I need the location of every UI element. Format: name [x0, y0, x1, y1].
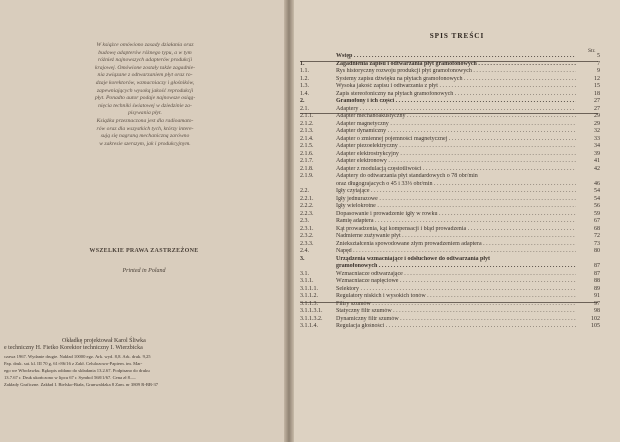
toc-entry-number: 1.3. — [300, 83, 309, 89]
printed-in-notice: Printed in Poland — [122, 268, 166, 274]
toc-entry — [300, 166, 600, 174]
toc-entry — [300, 158, 600, 166]
toc-entry — [300, 248, 600, 256]
toc-entry-number: 2.2. — [300, 188, 309, 194]
toc-entry-title: Adaptery . . . — [336, 106, 576, 114]
toc-entry — [300, 143, 600, 151]
toc-entry — [300, 68, 600, 76]
toc-entry-number: 3.1.1.1. — [300, 285, 318, 292]
toc-entry-number: 2.2.3. — [300, 210, 314, 217]
toc-entry-page: 5 — [597, 53, 600, 59]
toc-entry-number: 2.4. — [300, 248, 309, 254]
toc-entry-number: 1. — [300, 60, 305, 67]
toc-entry — [300, 181, 600, 189]
toc-entry — [300, 218, 600, 226]
toc-entry-number: 2.1.3. — [300, 128, 314, 134]
toc-entry-page: 89 — [594, 285, 600, 292]
printer-line: Zakłady Graficzne. Zakład I. Bielsko-Biała, Grunwaldzka 8 Zam. nr 3809 R-BB-37 — [4, 382, 159, 388]
toc-entry-title: Statyczny filtr szumów . . . — [336, 308, 576, 316]
toc-entry-page: 88 — [594, 278, 600, 284]
toc-entry-title: Selektory . . . — [336, 286, 576, 294]
toc-entry-title: Adapter elektrostrykcyjny . . . — [336, 151, 576, 159]
toc-entry-page: 87 — [594, 263, 600, 269]
toc-entry-title: Zagadnienia zapisu i odtwarzania płyt gramofonowych . . . — [336, 61, 576, 69]
toc-entry-title: Regulacja głośności . . . — [336, 323, 576, 331]
imprint-line: Pap. druk. sat. kl. III 70 g, 61×86/16 z Zakł. Celulozowo-Papiern. im. Mar- — [4, 360, 143, 366]
toc-entry — [300, 61, 600, 69]
toc-entry-number: 2.1.5. — [300, 143, 314, 149]
toc-entry-number: 2.3. — [300, 218, 309, 224]
toc-entry-title: Adaptery do odtwarzania płyt standardowych o 78 obr/min — [336, 173, 478, 179]
toc-entry-title: Regulatory niskich i wysokich tonów . . . — [336, 293, 576, 301]
toc-entry-page: 46 — [594, 180, 600, 187]
toc-entry-title: Zniekształcenia spowodowane złym prowadzeniem adaptera . . . — [336, 241, 576, 249]
toc-entry-title: Adapter dynamiczny . . . — [336, 128, 576, 136]
toc-entry-title: Adapter z modulacją częstotliwości . . . — [336, 166, 576, 174]
toc-entry — [300, 76, 600, 84]
toc-entry-page: 102 — [591, 315, 600, 322]
toc-entry-number: 2.1.8. — [300, 165, 314, 172]
toc-entry-number: 2.1.2. — [300, 120, 314, 127]
toc-entry-page: 105 — [591, 323, 600, 329]
toc-entry — [300, 226, 600, 234]
toc-entry — [300, 188, 600, 196]
toc-entry-title: Igły wielokrotne . . . — [336, 203, 576, 211]
toc-entry-page: 29 — [594, 113, 600, 119]
toc-entry-number: 2.3.3. — [300, 240, 314, 247]
toc-entry-page: 98 — [594, 308, 600, 314]
toc-entry-page: 33 — [594, 135, 600, 142]
toc-entry-page: 18 — [594, 90, 600, 97]
toc-entry-number: 3.1.1.2. — [300, 293, 318, 299]
toc-entry — [300, 286, 600, 294]
toc-entry-page: 67 — [594, 218, 600, 224]
toc-entry-title: Systemy zapisu dźwięku na płytach gramofonowych . . . — [336, 76, 576, 84]
imprint-line: ego we Włocławku. Rękopis oddano do składania 13.2.67. Podpisano do druku — [4, 368, 150, 373]
toc-entry — [300, 121, 600, 129]
cover-designer-credit: Okładkę projektował Karol Śliwka — [62, 338, 146, 344]
toc-entry — [300, 113, 600, 121]
toc-entry-page: 56 — [594, 203, 600, 209]
toc-entry-title: Adapter o zmiennej pojemności magnetycznej . . . — [336, 136, 576, 144]
toc-entry — [300, 136, 600, 144]
toc-entry — [300, 83, 600, 91]
toc-entry-title: Urządzenia wzmacniające i odsłuchowe do odtwarzania płyt — [336, 255, 490, 262]
toc-entry-page: 27 — [594, 98, 600, 104]
toc-entry-page: 9 — [597, 68, 600, 74]
toc-entry-page: 73 — [594, 240, 600, 247]
toc-entry-title: Igły jednurazowe . . . — [336, 196, 576, 204]
toc-entry-page: 87 — [594, 270, 600, 277]
toc-entry-title: Adapter mechanoakustyczny . . . — [336, 113, 576, 121]
toc-title: SPIS TREŚCI — [429, 32, 485, 40]
toc-entry-number: 1.2. — [300, 75, 309, 82]
toc-entry — [300, 106, 600, 114]
toc-entry-page: 97 — [594, 300, 600, 307]
toc-entry-number: 2.2.2. — [300, 203, 314, 209]
toc-entry-number: 2.3.2. — [300, 233, 314, 239]
toc-entry — [300, 151, 600, 159]
toc-entry-number: 2.1.9. — [300, 173, 314, 179]
toc-entry — [300, 278, 600, 286]
toc-entry-page: 29 — [594, 120, 600, 127]
toc-entry-page: 54 — [594, 188, 600, 194]
toc-entry-number: 1.1. — [300, 68, 309, 74]
toc-entry-title: Adapter elektronowy . . . — [336, 158, 576, 166]
toc-entry — [300, 128, 600, 136]
toc-entry — [300, 98, 600, 106]
toc-entry — [300, 256, 600, 264]
toc-entry-page: 80 — [594, 248, 600, 254]
toc-entry-title: Dopasowanie i prowadzenie igły w rowku . . . — [336, 211, 576, 219]
toc-entry — [300, 233, 600, 241]
imprint-line: 13.7.67 r. Druk ukończono w lipcu 67 r. Symbol 568/1/67. Cena zł 8.— — [4, 375, 136, 381]
toc-entry — [300, 263, 600, 271]
toc-entry — [300, 241, 600, 249]
toc-entry — [300, 293, 600, 301]
toc-entry-page: 91 — [594, 293, 600, 299]
toc-entry-title: Gramofony i ich części . . . — [336, 98, 576, 106]
toc-entry-page: 68 — [594, 225, 600, 232]
toc-entry-title: Kąt prowadzenia, kąt kompensacji i błąd prowadzenia . . . — [336, 226, 576, 234]
toc-entry-title: Rys historyczny rozwoju produkcji płyt gramofonowych . . . — [336, 68, 576, 76]
copyright-notice: WSZELKIE PRAWA ZASTRZEŻONE — [89, 248, 199, 254]
book-description: W książce omówiono zasady działania oraz budowę adapterów różnego typu, a w tym różnież najnowszych adapterów produkcji krajowej. Omówione zostały także zagadnie- nia związane z odtwarzaniem płyt oraz ro- dzaje korektorów, wzmacniaczy i głośników, zapewniających wysoką jakość reprodukcji płyt. Ponadto autor podaje najnowsze osiąg- nięcia techniki światowej w dziedzinie za- pisywania płyt. Książka przeznaczona jest dla radioamato- rów oraz dla wszystkich tych, którzy intere- sują się nagraną mechaniczną zarówno w zakresie szerszym, jak i produkcyjnym. — [94, 42, 196, 147]
toc-entry-number: 2.1.6. — [300, 150, 314, 157]
toc-entry-number: 2.2.1. — [300, 195, 314, 202]
toc-entry-title: Napęd . . . — [336, 248, 576, 256]
toc-entry — [300, 323, 600, 331]
toc-entry-number: 3.1.1.4. — [300, 323, 318, 329]
toc-entry — [300, 301, 600, 309]
toc-entry-title: Dynamiczny filtr szumów . . . — [336, 316, 576, 324]
toc-entry — [300, 53, 600, 61]
toc-entry-title: Igły czytające . . . — [336, 188, 576, 196]
toc-entry-page: 39 — [594, 150, 600, 157]
toc-entry-number: 3. — [300, 255, 305, 262]
table-of-contents — [300, 53, 600, 331]
toc-entry-page: 32 — [594, 128, 600, 134]
toc-entry-title: oraz długograjacych o 45 i 33⅓ obr/min . . . — [336, 181, 576, 189]
toc-entry-number: 2.1.7. — [300, 158, 314, 164]
toc-entry — [300, 91, 600, 99]
toc-entry-title: gramofonowych . . . — [336, 263, 576, 271]
toc-entry-number: 2. — [300, 98, 305, 104]
toc-entry-page: 42 — [594, 165, 600, 172]
toc-entry-title: Filtry szumów . . . — [336, 301, 576, 309]
imprint-line: czawa 1967. Wydanie drugie. Nakład 10000 egz. Ark. wyd. 8,8. Ark. druk. 9,25 — [4, 353, 151, 359]
toc-entry — [300, 203, 600, 211]
toc-entry-page: 27 — [594, 105, 600, 112]
toc-entry — [300, 271, 600, 279]
toc-entry-number: 3.1.1.3.1. — [300, 308, 323, 314]
toc-entry-title: Adapter piezoelektryczny . . . — [336, 143, 576, 151]
toc-entry-number: 1.4. — [300, 90, 309, 97]
toc-entry-number: 3.1.1. — [300, 278, 314, 284]
toc-entry-number: 2.3.1. — [300, 225, 314, 232]
toc-entry-page: 7 — [597, 60, 600, 67]
toc-entry-number: 2.1.1. — [300, 113, 314, 119]
toc-entry-page: 34 — [594, 143, 600, 149]
toc-entry-page: 12 — [594, 75, 600, 82]
toc-entry-page: 41 — [594, 158, 600, 164]
toc-entry — [300, 211, 600, 219]
toc-entry-title: Wstęp . . . — [336, 53, 576, 61]
toc-entry-page: 72 — [594, 233, 600, 239]
toc-entry-number: 2.1.4. — [300, 135, 314, 142]
page-column-label: Str. — [588, 48, 596, 54]
toc-entry-number: 3.1. — [300, 270, 309, 277]
toc-entry-title: Wzmacniacze napięciowe . . . — [336, 278, 576, 286]
toc-entry-number: 3.1.1.3. — [300, 300, 318, 307]
toc-entry-title: Wysoka jakość zapisu i odtwarzania z płyt . . . — [336, 83, 576, 91]
toc-entry-title: Adapter magnetyczny . . . — [336, 121, 576, 129]
toc-entry-page: 15 — [594, 83, 600, 89]
toc-entry — [300, 308, 600, 316]
toc-entry-title: Nadmierne zużywanie płyt . . . — [336, 233, 576, 241]
toc-entry-page: 54 — [594, 195, 600, 202]
toc-entry — [300, 316, 600, 324]
toc-entry — [300, 173, 600, 181]
toc-entry-number: 2.1. — [300, 105, 309, 112]
imprint-credits — [0, 338, 290, 388]
toc-entry-title: Ramię adaptera . . . — [336, 218, 576, 226]
toc-entry-page: 59 — [594, 210, 600, 217]
editor-credit: e techniczny H. Fietko Korektor techniczny I. Wierzbicka — [4, 345, 143, 352]
toc-entry — [300, 196, 600, 204]
toc-entry-title: Zapis stereofoniczny na płytach gramofonowych . . . — [336, 91, 576, 99]
toc-entry-number: 3.1.1.3.2. — [300, 315, 323, 322]
toc-entry-title: Wzmacniacze odtwarzające . . . — [336, 271, 576, 279]
